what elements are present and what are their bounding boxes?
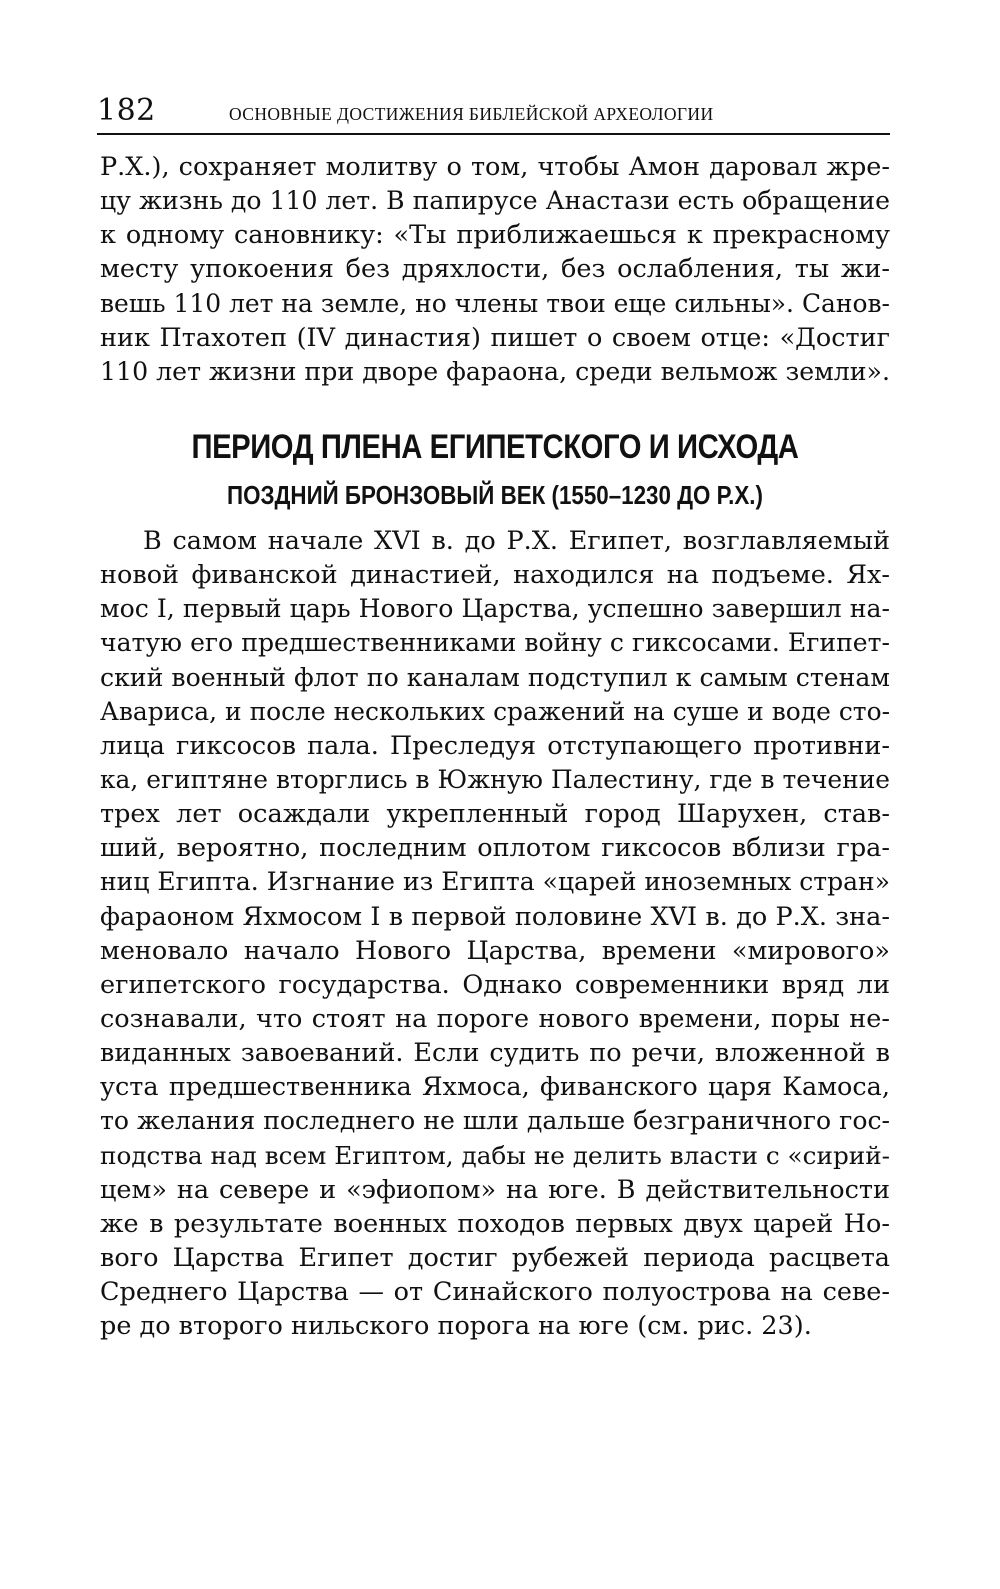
text-line: В самом начале XVI в. до Р.Х. Египет, возглавляемый	[143, 526, 890, 556]
text-line: Среднего Царства — от Синайского полуострова на севе-	[100, 1277, 890, 1308]
page-header	[97, 93, 890, 135]
text-line: фараоном Яхмосом I в первой половине XVI в. до Р.Х. зна-	[100, 901, 890, 932]
text-line: трех лет осаждали укрепленный город Шарухен, став-	[100, 799, 890, 830]
text-line: египетского государства. Однако современники вряд ли	[100, 969, 890, 1000]
text-line: ка, египтяне вторглись в Южную Палестину, где в течение	[100, 764, 890, 794]
text-line: чатую его предшественниками войну с гиксосами. Египет-	[100, 628, 890, 658]
text-line: цу жизнь до 110 лет. В папирусе Анастази есть обращение	[100, 186, 890, 216]
text-line: меновало начало Нового Царства, времени «мирового»	[100, 935, 890, 966]
page-number: 182	[97, 93, 156, 128]
body-paragraph	[100, 524, 890, 1343]
text-line: к одному сановнику: «Ты приближаешься к прекрасному	[100, 220, 890, 251]
text-line: ниц Египта. Изгнание из Египта «царей иноземных стран»	[100, 867, 890, 897]
text-line: виданных завоеваний. Если судить по речи, вложенной в	[100, 1038, 890, 1069]
intro-paragraph	[100, 150, 890, 389]
text-line: уста предшественника Яхмоса, фиванского царя Камоса,	[100, 1072, 890, 1103]
text-line: лица гиксосов пала. Преследуя отступающего противни-	[100, 730, 890, 761]
text-line: 110 лет жизни при дворе фараона, среди вельмож земли».	[100, 356, 890, 386]
text-line: Авариса, и после нескольких сражений на суше и воде сто-	[100, 696, 890, 726]
text-line: новой фиванской династией, находился на подъеме. Ях-	[100, 560, 890, 591]
section-title: ПЕРИОД ПЛЕНА ЕГИПЕТСКОГО И ИСХОДА	[191, 428, 799, 466]
text-line: вого Царства Египет достиг рубежей периода расцвета	[100, 1242, 890, 1273]
text-line: ник Птахотеп (IV династия) пишет о своем отце: «Достиг	[100, 322, 890, 353]
running-title: ОСНОВНЫЕ ДОСТИЖЕНИЯ БИБЛЕЙСКОЙ АРХЕОЛОГИИ	[229, 104, 714, 124]
text-line: цем» на севере и «эфиопом» на юге. В действительности	[100, 1174, 890, 1205]
text-line: ре до второго нильского порога на юге (см. рис. 23).	[100, 1311, 812, 1342]
text-line: сознавали, что стоят на пороге нового времени, поры не-	[100, 1003, 890, 1034]
text-line: вешь 110 лет на земле, но члены твои еще сильны». Санов-	[100, 288, 890, 318]
section-subtitle: ПОЗДНИЙ БРОНЗОВЫЙ ВЕК (1550–1230 ДО Р.Х.)	[227, 480, 763, 510]
text-line: же в результате военных походов первых двух царей Но-	[100, 1208, 890, 1239]
text-line: подства над всем Египтом, дабы не делить власти с «сирий-	[100, 1140, 890, 1170]
text-line: мос I, первый царь Нового Царства, успешно завершил на-	[100, 594, 890, 624]
text-line: ский военный флот по каналам подступил к самым стенам	[100, 662, 890, 692]
text-line: месту упокоения без дряхлости, без ослабления, ты жи-	[100, 254, 890, 285]
text-line: Р.Х.), сохраняет молитву о том, чтобы Амон даровал жре-	[100, 152, 890, 182]
text-line: ший, вероятно, последним оплотом гиксосов вблизи гра-	[100, 833, 890, 864]
text-line: то желания последнего не шли дальше безграничного гос-	[100, 1106, 890, 1136]
